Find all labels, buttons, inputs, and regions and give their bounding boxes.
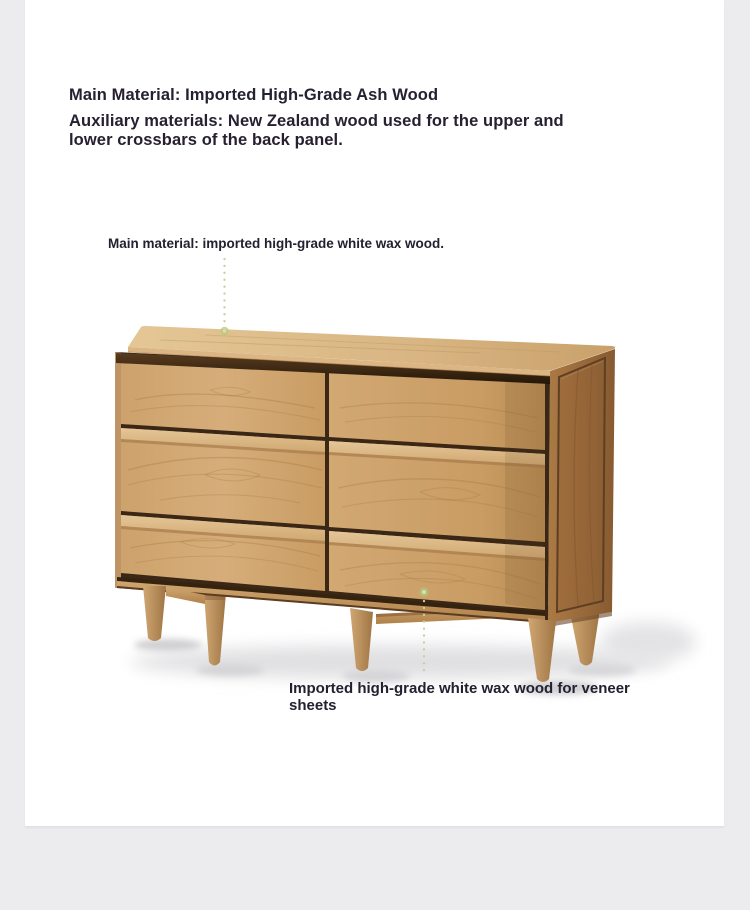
callout-line-top: [220, 259, 228, 335]
drawer-left-2: [121, 428, 325, 526]
auxiliary-material-text: Auxiliary materials: New Zealand wood used for the upper and lower crossbars of the back panel.: [69, 112, 564, 149]
drawer-left-1: [121, 362, 325, 437]
dresser-left-stile: [115, 352, 121, 588]
dresser-drawers: [121, 362, 545, 610]
callout-top-label: Main material: imported high-grade white wax wood.: [108, 236, 445, 251]
dresser-leg-front-left: [143, 586, 166, 641]
main-material-heading: Main Material: Imported High-Grade Ash Wood: [69, 86, 439, 104]
callout-bottom-label: Imported high-grade white wax wood for veneer sheets: [289, 680, 630, 714]
dresser-side-panel: [548, 349, 615, 627]
